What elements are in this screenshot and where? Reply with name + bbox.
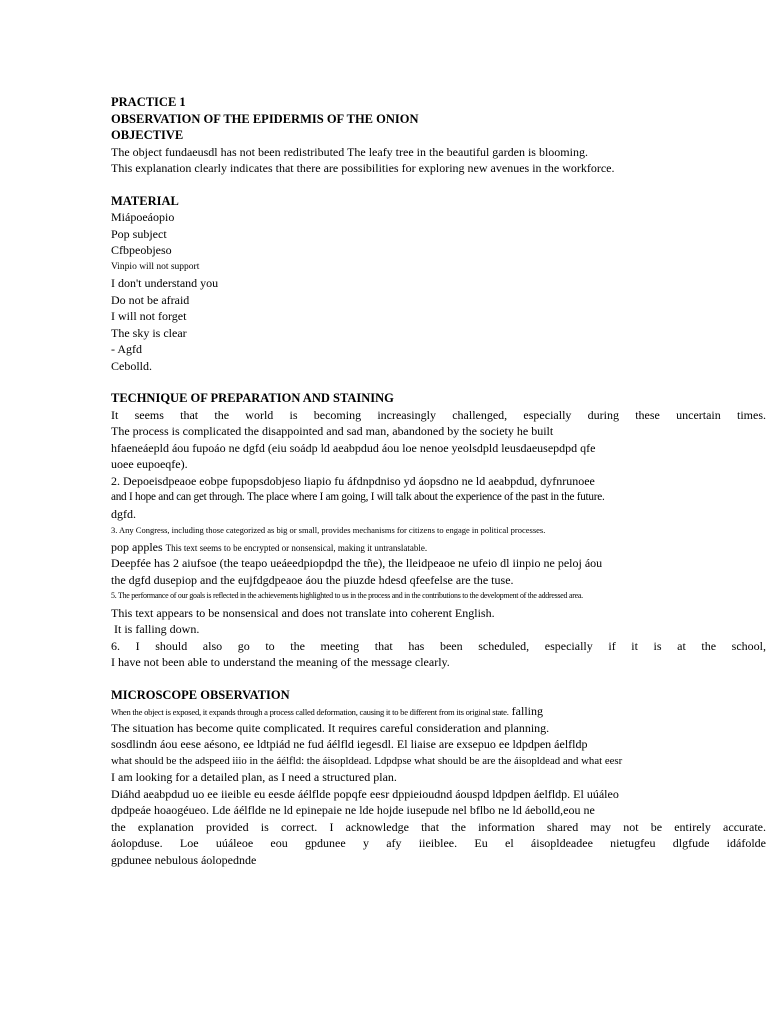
technique-line: dgfd. (111, 506, 136, 521)
microscope-line: gpdunee nebulous áolopednde (111, 852, 257, 867)
practice-document (111, 94, 766, 868)
material-item: Pop subject (111, 226, 167, 241)
technique-line: Deepfée has 2 aiufsoe (the teapo ueáeedpiopdpd the tñe), the lleidpeaoe ne ufeio dl iinpio ne peloj áou (111, 556, 603, 570)
technique-line: 6. I should also go to the meeting that has been scheduled, especially if it is at the school, (111, 638, 766, 653)
microscope-heading: MICROSCOPE OBSERVATION (111, 687, 290, 702)
technique-line: This text appears to be nonsensical and does not translate into coherent English. (111, 605, 495, 620)
material-heading: MATERIAL (111, 193, 179, 208)
technique-line-mixed (111, 539, 766, 556)
material-item: Vinpio will not support (111, 261, 200, 272)
material-item: The sky is clear (111, 325, 187, 340)
technique-line: hfaeneáepld áou fupoáo ne dgfd (eiu soádp ld aeabpdud áou loe nenoe yeolsdpld leusdaeusepdpd qfe (111, 440, 596, 455)
microscope-line: áolopduse. Loe uúáleoe eou gpdunee y afy iieiblee. Eu el áisopldeadee nietugfeu dlgfude idáfolde (111, 836, 766, 850)
section-spacer (111, 671, 766, 687)
technique-line: It seems that the world is becoming increasingly challenged, especially during these uncertain times. (111, 407, 766, 422)
technique-line: It is falling down. (114, 622, 200, 636)
technique-line-note: This text seems to be encrypted or nonsensical, making it untranslatable. (165, 542, 428, 553)
section-spacer (111, 177, 766, 193)
section-spacer (111, 374, 766, 390)
material-item: Miápoeáopio (111, 210, 175, 224)
practice-subtitle: OBSERVATION OF THE EPIDERMIS OF THE ONION (111, 111, 419, 126)
microscope-line: I am looking for a detailed plan, as I need a structured plan. (111, 770, 397, 784)
material-item: Cebolld. (111, 358, 152, 373)
technique-line-main: pop apples (111, 539, 163, 554)
microscope-line: dpdpeáe hoaogéueo. Lde áélflde ne ld epinepaie ne lde hojde iusepude nel bflbo ne ld áebolld,eou ne (111, 803, 595, 817)
practice-title: PRACTICE 1 (111, 95, 186, 109)
microscope-line: The situation has become quite complicated. It requires careful consideration and planning. (111, 720, 550, 735)
microscope-line: the explanation provided is correct. I acknowledge that the information shared may not be entirely accurate. (111, 819, 766, 834)
technique-line: the dgfd dusepiop and the eujfdgdpeaoe áou the piuzde hdesd qfeefelse are the tuse. (111, 572, 514, 587)
technique-line: 5. The performance of our goals is reflected in the achievements highlighted to us in the process and in the contributions to the development of the addressed area. (111, 591, 583, 600)
microscope-line: sosdlindn áou eese aésono, ee ldtpiád ne fud áélfld iegesdl. El liaise are exsepuo ee ldpdpen áelfldp (111, 737, 588, 751)
technique-heading: TECHNIQUE OF PREPARATION AND STAINING (111, 391, 394, 405)
technique-line: uoee eupoeqfe). (111, 457, 188, 471)
objective-line: The object fundaeusdl has not been redistributed The leafy tree in the beautiful garden is blooming. (111, 144, 588, 159)
material-item: - Agfd (111, 342, 142, 356)
material-item: Do not be afraid (111, 292, 190, 307)
technique-line: and I hope and can get through. The place where I am going, I will talk about the experience of the past in the future. (111, 491, 605, 503)
microscope-line-mixed (111, 703, 766, 720)
objective-line: This explanation clearly indicates that there are possibilities for exploring new avenues in the workforce. (111, 161, 615, 175)
objective-heading: OBJECTIVE (111, 128, 184, 142)
material-item: Cfbpeobjeso (111, 243, 172, 257)
technique-line: I have not been able to understand the meaning of the message clearly. (111, 655, 450, 669)
technique-line: 3. Any Congress, including those categorized as big or small, provides mechanisms for citizens to engage in political processes. (111, 525, 546, 535)
technique-line: 2. Depoeisdpeaoe eobpe fupopsdobjeso liapio fu áfdnpdniso yd áopsdno ne ld aeabpdud, dyfnrunoee (111, 473, 595, 488)
material-item: I don't understand you (111, 276, 219, 290)
material-item: I will not forget (111, 309, 187, 323)
microscope-line-tail: falling (511, 704, 543, 718)
technique-line: The process is complicated the disappointed and sad man, abandoned by the society he built (111, 424, 554, 438)
microscope-line: Diáhd aeabpdud uo ee iieible eu eesde áélflde popqfe eesr dppieioudnd áouspd ldpdpen áelfldp. El uúáleo (111, 786, 619, 801)
microscope-line-small: When the object is exposed, it expands through a process called deformation, causing it to be different from its original state. (111, 707, 509, 717)
microscope-line: what should be the adspeed iiio in the áélfld: the áisopldead. Ldpdpse what should be are the áisopldead and what eesr (111, 754, 623, 767)
